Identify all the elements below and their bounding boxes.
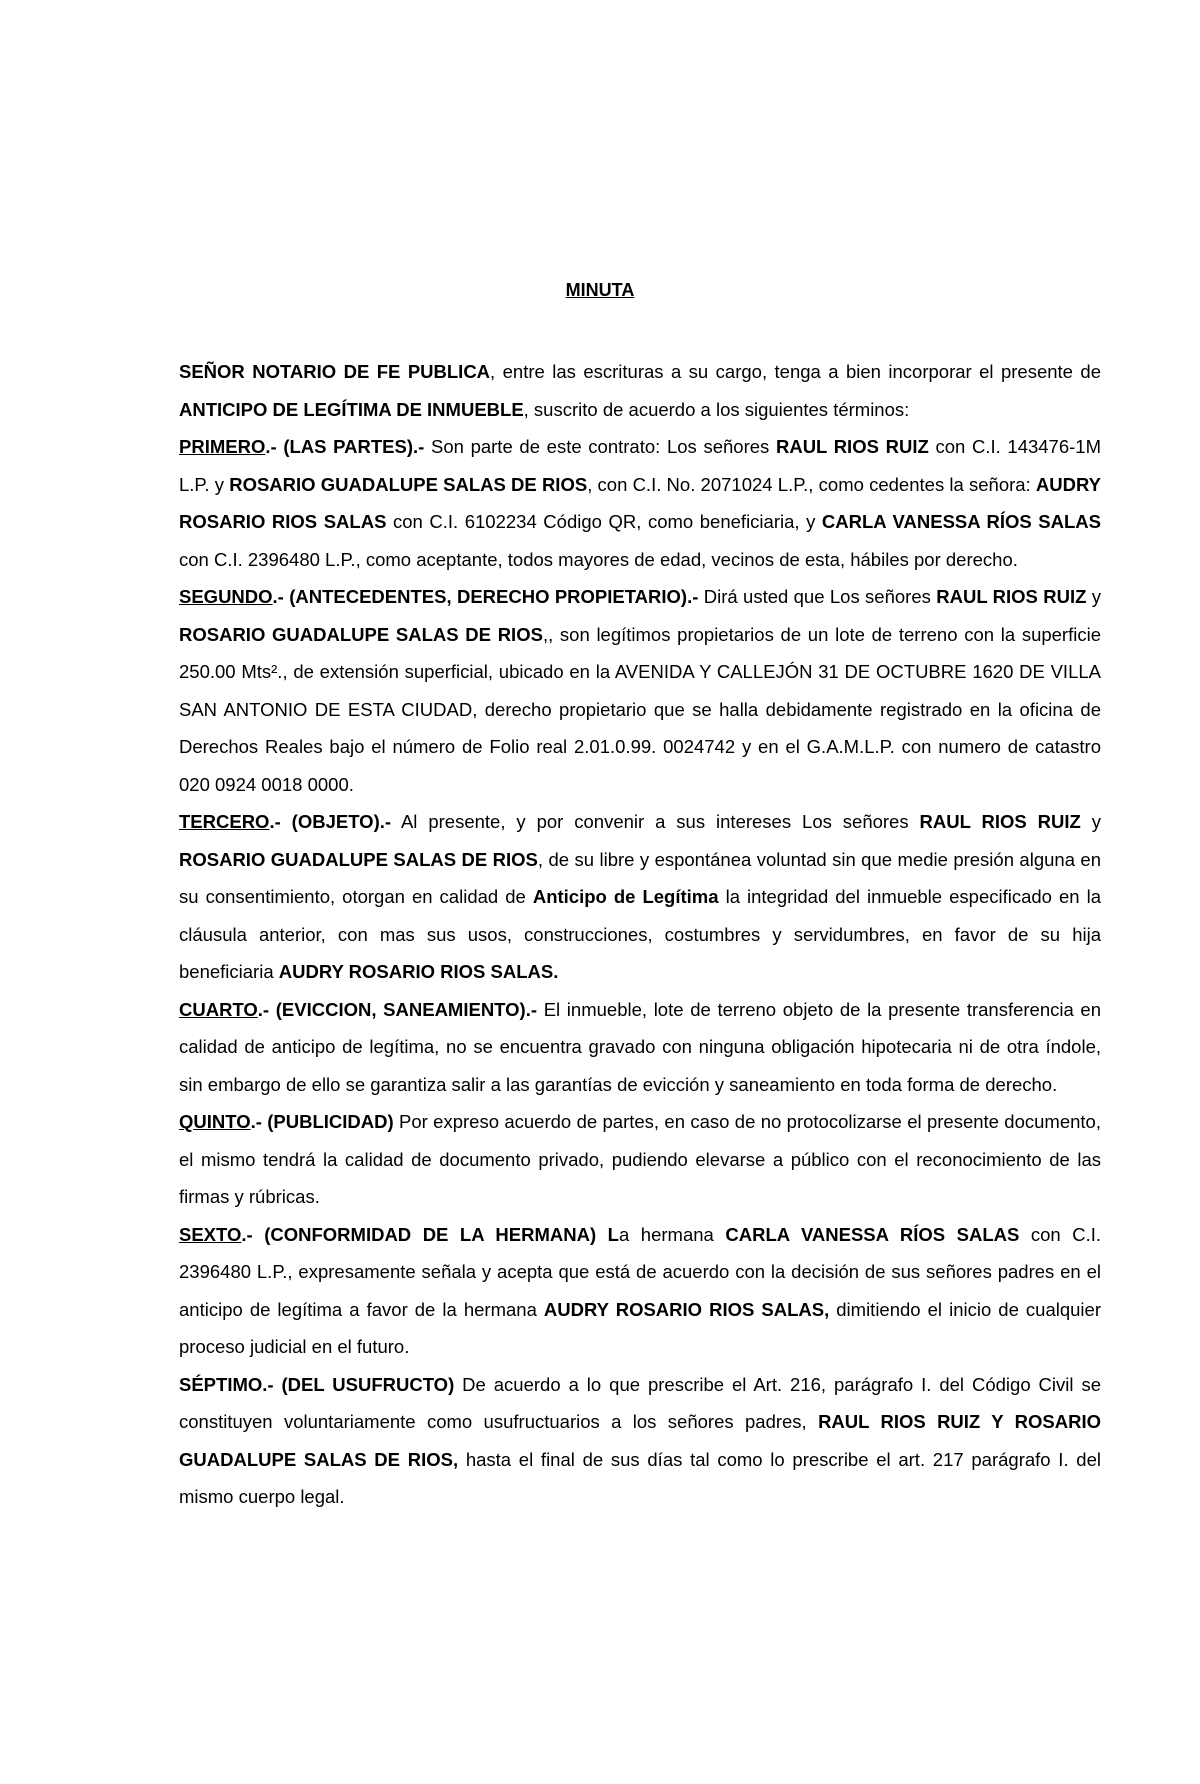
clause-text: con C.I. 6102234 Código QR, como beneficiaria, y [386, 511, 822, 532]
party-name: AUDRY ROSARIO RIOS SALAS, [543, 1298, 830, 1320]
clause-text: De acuerdo a lo que prescribe el Art. 216, parágrafo I. del Código Civil se constituyen voluntariamente como usufructuarios a los señores padres, [179, 1373, 1101, 1432]
party-name: RAUL RIOS RUIZ [775, 436, 929, 457]
clause-text: y [1080, 811, 1102, 832]
clause-segundo-label: SEGUNDO [179, 586, 273, 607]
clause-text: dimitiendo el inicio de cualquier proceso judicial en el futuro. [179, 1298, 1101, 1357]
clause-tercero [179, 803, 1101, 991]
intro-addressee: SEÑOR NOTARIO DE FE PUBLICA [179, 361, 491, 382]
clause-cuarto-label: CUARTO [179, 998, 258, 1020]
party-name: CARLA VANESSA RÍOS SALAS [821, 511, 1101, 532]
clause-text: con C.I. 2396480 L.P., expresamente señala y acepta que está de acuerdo con la decisión de sus señores padres en el anticipo de legítima a favor de la hermana [179, 1223, 1102, 1320]
clause-sexto-label: SEXTO [179, 1223, 242, 1245]
clause-text: Al presente, y por convenir a sus intereses Los señores [391, 811, 920, 832]
clause-sexto-heading: .- (CONFORMIDAD DE LA HERMANA) L [241, 1223, 619, 1245]
clause-cuarto-heading: .- (EVICCION, SANEAMIENTO).- [257, 998, 538, 1020]
clause-septimo [179, 1366, 1101, 1516]
clause-sexto [179, 1216, 1101, 1366]
document-title: MINUTA [565, 280, 635, 300]
party-name: RAUL RIOS RUIZ Y ROSARIO GUADALUPE SALAS DE RIOS, [179, 1411, 1101, 1470]
party-name: ROSARIO GUADALUPE SALAS DE RIOS [179, 848, 538, 870]
party-name: AUDRY ROSARIO RIOS SALAS. [278, 961, 559, 982]
intro-paragraph [179, 353, 1101, 428]
clause-segundo-heading: .- (ANTECEDENTES, DERECHO PROPIETARIO).- [272, 586, 699, 607]
clause-segundo [179, 578, 1101, 803]
emphasis-term: Anticipo de Legítima [532, 886, 719, 907]
intro-text: , entre las escrituras a su cargo, tenga a bien incorporar el presente de [490, 361, 1101, 382]
clause-text: la integridad del inmueble especificado en la cláusula anterior, con mas sus usos, construcciones, costumbres y servidumbres, en favor de su hija beneficiaria [179, 886, 1101, 982]
clause-text: con C.I. 2396480 L.P., como aceptante, todos mayores de edad, vecinos de esta, hábiles por derecho. [179, 548, 1018, 570]
clause-primero-label: PRIMERO [179, 436, 266, 457]
intro-subject: ANTICIPO DE LEGÍTIMA DE INMUEBLE [179, 398, 524, 420]
clause-text: con C.I. 143476-1M L.P. y [179, 436, 1101, 495]
clause-text: hasta el final de sus días tal como lo prescribe el art. 217 parágrafo I. del mismo cuerpo legal. [179, 1448, 1101, 1507]
clause-tercero-label: TERCERO [179, 811, 270, 832]
party-name: CARLA VANESSA RÍOS SALAS [725, 1223, 1020, 1245]
party-name: RAUL RIOS RUIZ [936, 586, 1087, 607]
clause-quinto-heading: .- (PUBLICIDAD) [250, 1111, 394, 1132]
clause-text: Por expreso acuerdo de partes, en caso de no protocolizarse el presente documento, el mismo tendrá la calidad de documento privado, pudiendo elevarse a público con el reconocimiento de las firmas y rúbricas. [179, 1111, 1101, 1207]
clause-text: a hermana [618, 1223, 726, 1245]
clause-text: , con C.I. No. 2071024 L.P., como cedentes la señora: [587, 473, 1036, 495]
clause-tercero-heading: .- (OBJETO).- [269, 811, 392, 832]
party-name: ROSARIO GUADALUPE SALAS DE RIOS [179, 623, 543, 645]
clause-quinto-label: QUINTO [179, 1111, 251, 1132]
clause-text: , de su libre y espontánea voluntad sin que medie presión alguna en su consentimiento, otorgan en calidad de [179, 848, 1102, 907]
clause-septimo-heading: SÉPTIMO.- (DEL USUFRUCTO) [179, 1373, 455, 1395]
clause-text: Dirá usted que Los señores [698, 586, 937, 607]
document-body [179, 353, 1101, 1516]
clause-text: ,, son legítimos propietarios de un lote de terreno con la superficie 250.00 Mts²., de extensión superficial, ubicado en la AVENIDA Y CALLEJÓN 31 DE OCTUBRE 1620 DE VILLA SAN ANTONIO DE ESTA CIUDAD, derecho propietario que se halla debidamente registrado en la oficina de Derechos Reales bajo el número de Folio real 2.01.0.99. 0024742 y en el G.A.M.L.P. con numero de catastro 020 0924 0018 0000. [179, 623, 1101, 795]
party-name: AUDRY ROSARIO RIOS SALAS [179, 473, 1102, 532]
clause-text: El inmueble, lote de terreno objeto de la presente transferencia en calidad de anticipo de legítima, no se encuentra gravado con ninguna obligación hipotecaria ni de otra índole, sin embargo de ello se garantiza salir a las garantías de evicción y saneamiento en toda forma de derecho. [179, 998, 1102, 1095]
clause-text: Son parte de este contrato: Los señores [424, 436, 776, 457]
intro-text-end: , suscrito de acuerdo a los siguientes términos: [523, 398, 910, 420]
clause-primero-heading: .- (LAS PARTES).- [265, 436, 425, 457]
party-name: ROSARIO GUADALUPE SALAS DE RIOS [229, 473, 588, 495]
party-name: RAUL RIOS RUIZ [919, 811, 1081, 832]
clause-text: y [1086, 586, 1101, 607]
clause-primero [179, 428, 1101, 578]
clause-cuarto [179, 991, 1101, 1104]
clause-quinto [179, 1103, 1101, 1216]
